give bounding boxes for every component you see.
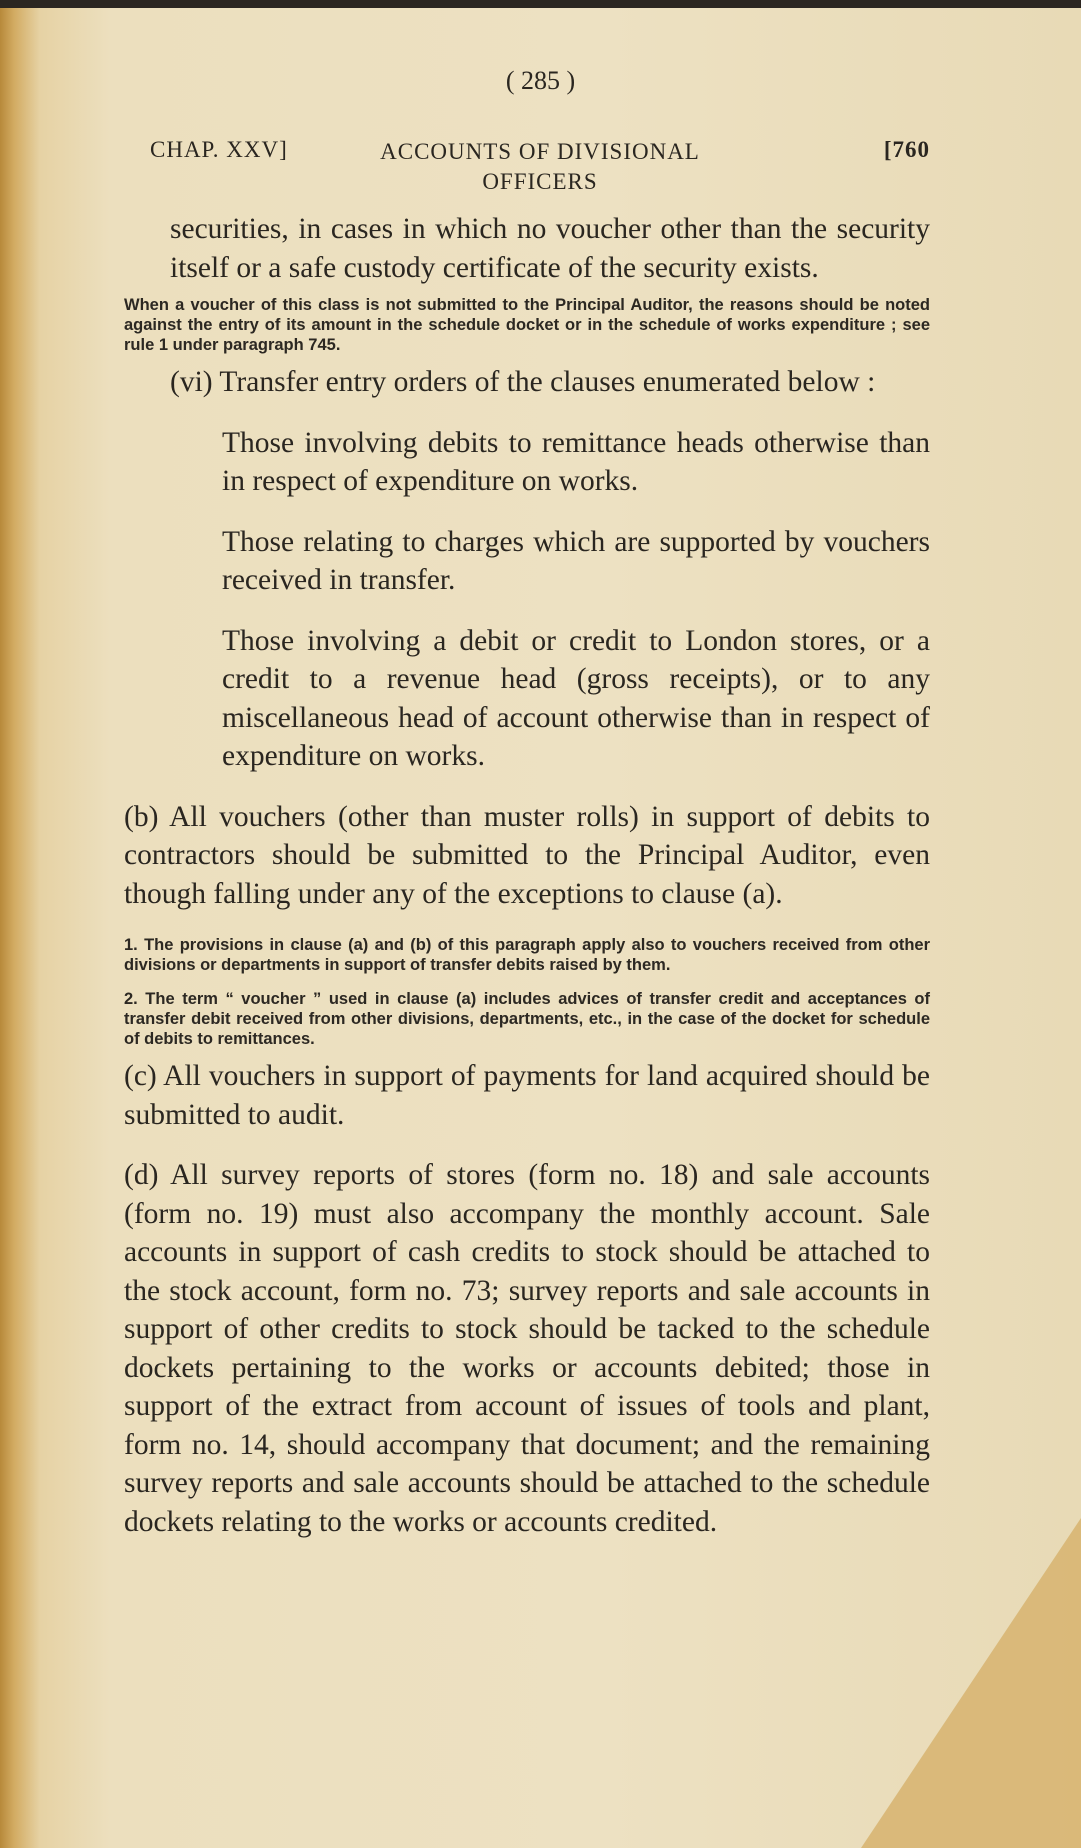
clause-b: (b) All vouchers (other than muster rolls) in support of debits to contractors should be submitted to the Principal Auditor, even though falling under any of the exceptions to clause (a). — [124, 800, 930, 910]
chapter-label: CHAP. XXV] — [150, 137, 288, 162]
chapter-title-line-2: OFFICERS — [482, 169, 598, 194]
chapter-title-line-1: ACCOUNTS OF DIVISIONAL — [380, 139, 700, 164]
securities-paragraph: securities, in cases in which no voucher other than the security itself or a safe custody certificate of the security exists. — [170, 213, 930, 284]
running-header — [150, 131, 930, 197]
clause-vi: (vi) Transfer entry orders of the clauses enumerated below : — [170, 366, 876, 398]
note-1: 1. The provisions in clause (a) and (b) of this paragraph apply also to vouchers received from other divisions or departments in support of transfer debits raised by them. — [124, 936, 930, 974]
paragraph-number: [760 — [883, 137, 930, 162]
clause-vi-item-2: Those relating to charges which are supported by vouchers received in transfer. — [222, 525, 930, 596]
note-2: 2. The term “ voucher ” used in clause (a) includes advices of transfer credit and acceptances of transfer debit received from other divisions, departments, etc., in the case of the docket for schedule of debits to remittances. — [124, 990, 930, 1048]
scan-edge — [0, 0, 1081, 8]
clause-d: (d) All survey reports of stores (form no. 18) and sale accounts (form no. 19) must also accompany the monthly account. Sale accounts in support of cash credits to stock should be attached to the stock account, form no. 73; survey reports and sale accounts in support of other credits to stock should be tacked to the schedule dockets pertaining to the works or accounts debited; those in support of the extract from account of issues of tools and plant, form no. 14, should accompany that document; and the remaining survey reports and sale accounts should be attached to the schedule dockets relating to the works or accounts credited. — [124, 1159, 930, 1538]
chapter-title — [150, 137, 930, 197]
page-body — [124, 210, 930, 1541]
note-principal-auditor: When a voucher of this class is not submitted to the Principal Auditor, the reasons should be noted against the entry of its amount in the schedule docket or in the schedule of works expenditure ; see rule 1 under paragraph 745. — [124, 296, 930, 354]
clause-vi-item-3: Those involving a debit or credit to London stores, or a credit to a revenue head (gross receipts), or to any miscellaneous head of account otherwise than in respect of expenditure on works. — [222, 624, 930, 772]
page-number: ( 285 ) — [505, 66, 576, 95]
clause-vi-item-1: Those involving debits to remittance heads otherwise than in respect of expenditure on works. — [222, 426, 930, 497]
clause-c: (c) All vouchers in support of payments for land acquired should be submitted to audit. — [124, 1060, 930, 1131]
page-corner — [861, 1518, 1081, 1848]
